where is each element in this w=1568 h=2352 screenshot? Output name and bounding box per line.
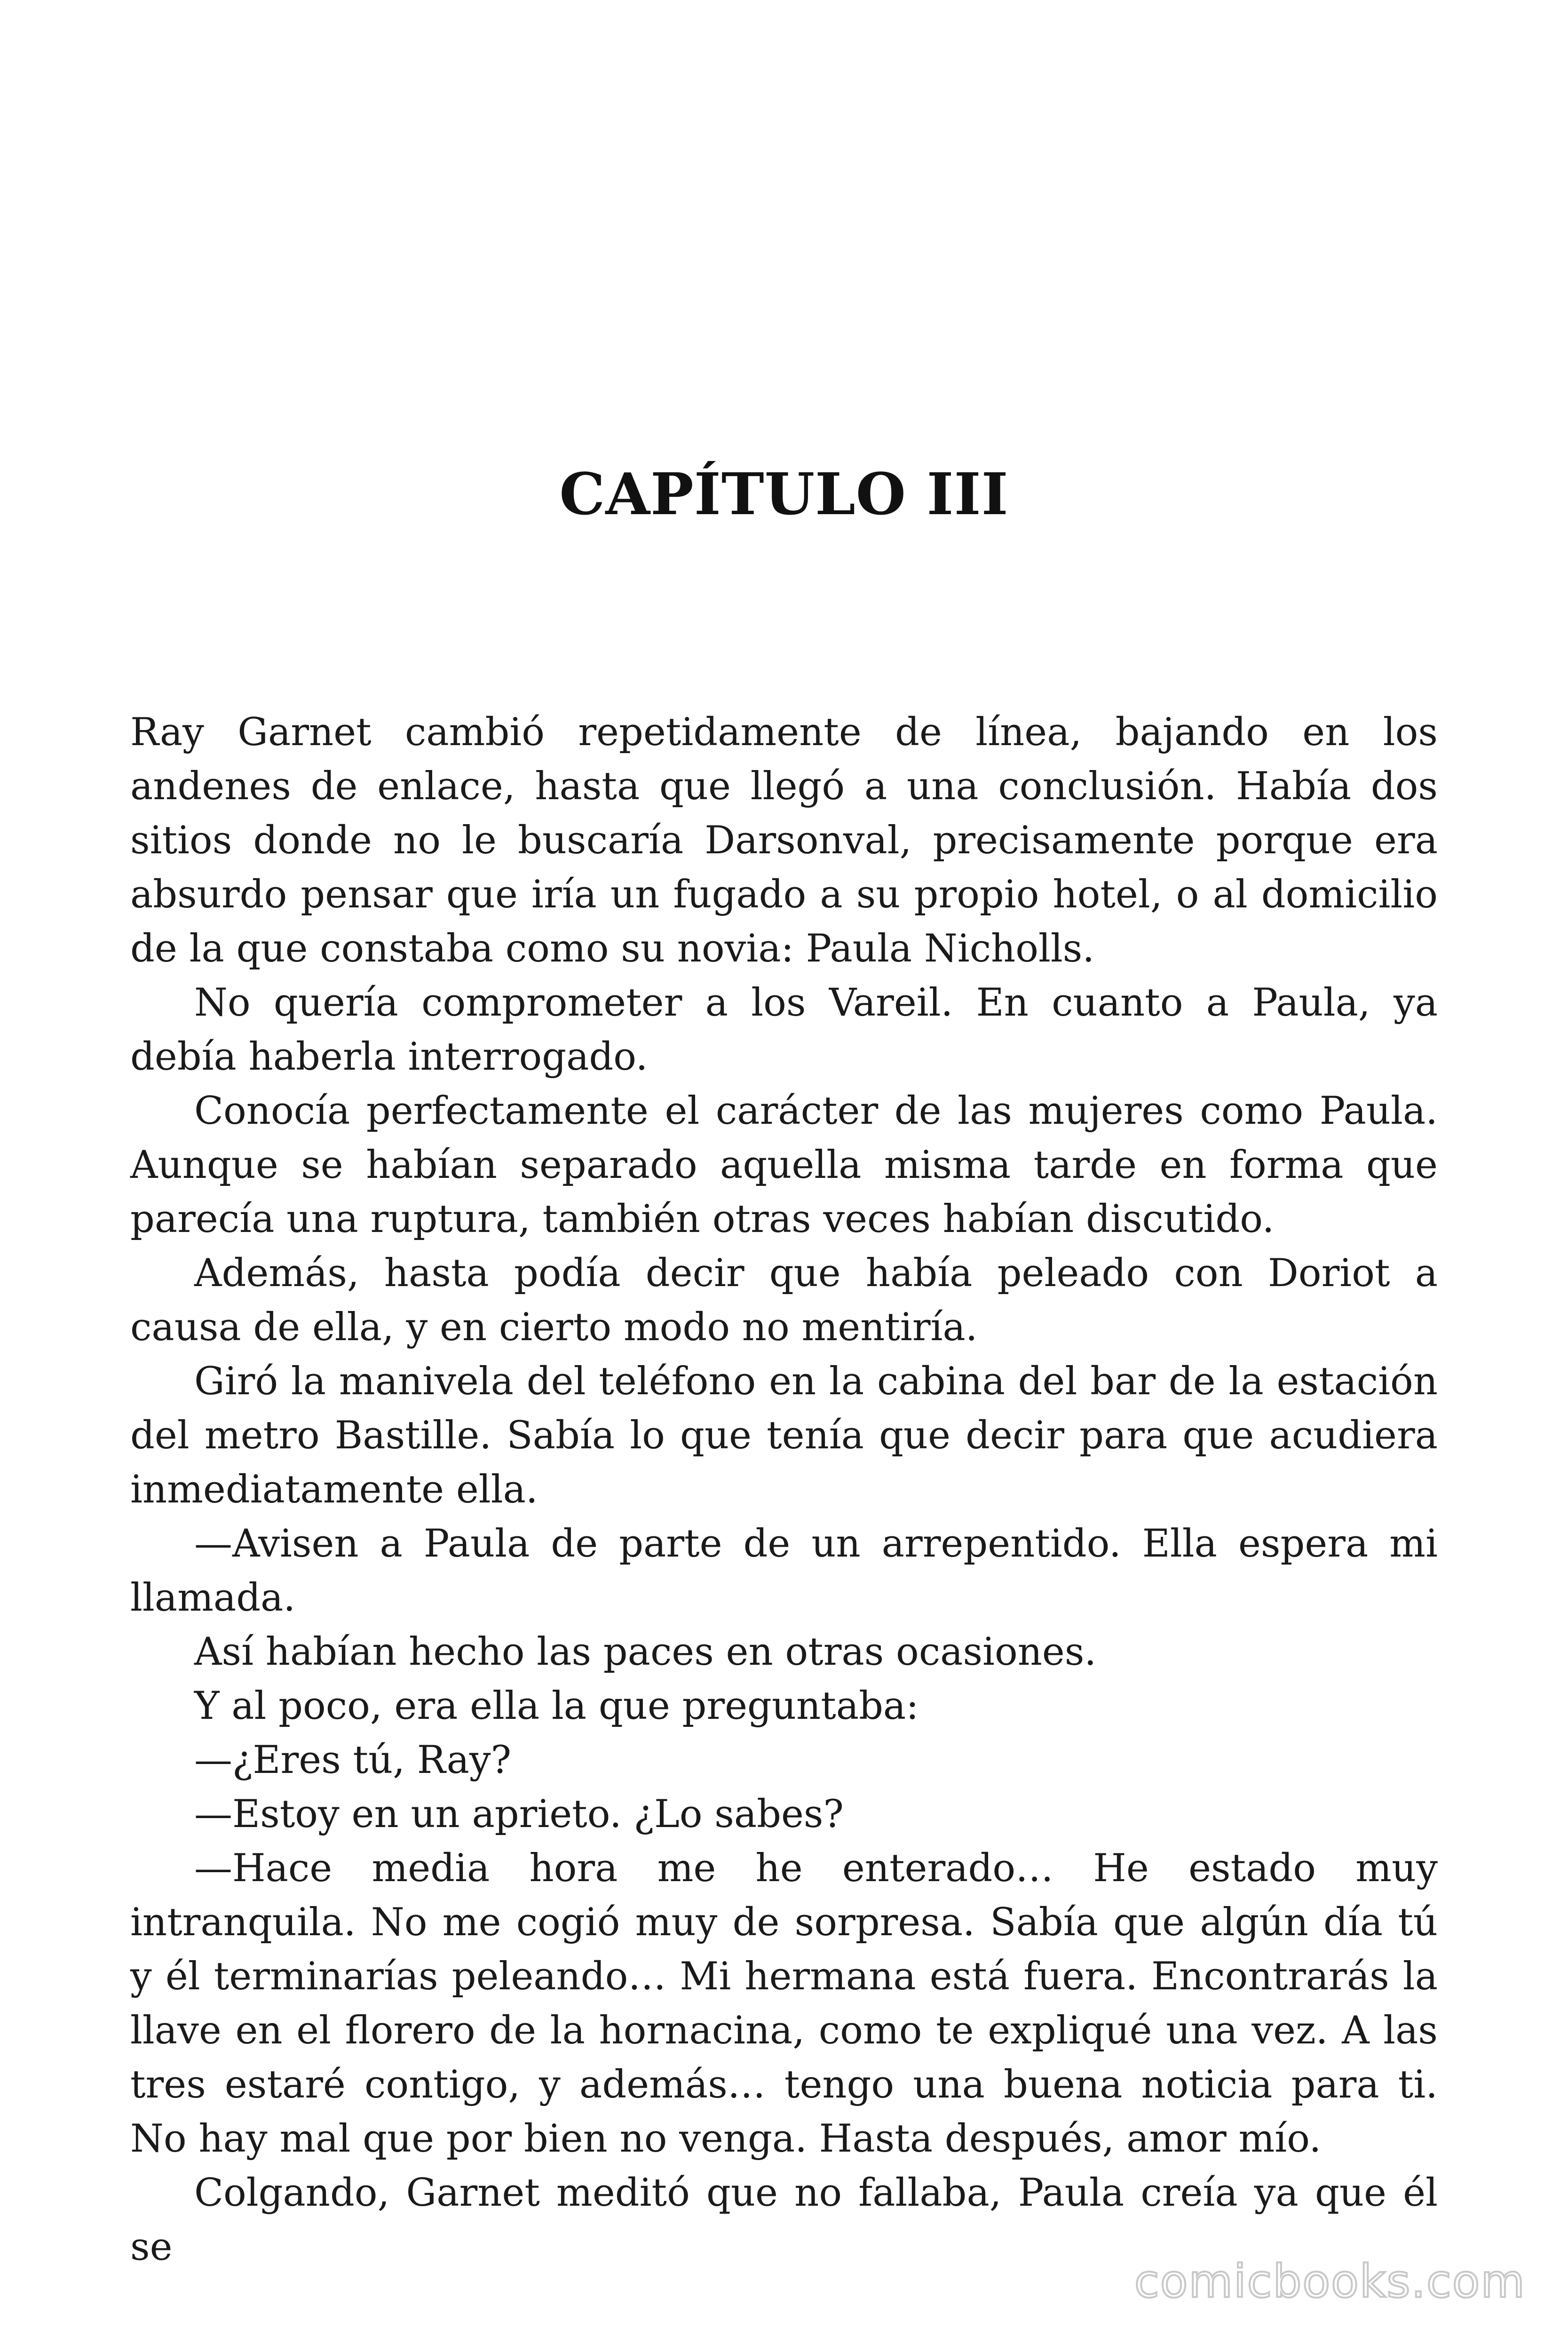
paragraph-4: Además, hasta podía decir que había peleado con Doriot a causa de ella, y en cierto modo no mentiría. (130, 1251, 1438, 1350)
paragraph-10: —Estoy en un aprieto. ¿Lo sabes? (194, 1792, 844, 1836)
paragraph-12: Colgando, Garnet meditó que no fallaba, Paula creía ya que él se (130, 2171, 1438, 2269)
paragraph-3: Conocía perfectamente el carácter de las mujeres como Paula. Aunque se habían separado aquella misma tarde en forma que parecía una ruptura, también otras veces habían discutido. (130, 1089, 1438, 1241)
paragraph-7: Así habían hecho las paces en otras ocasiones. (194, 1630, 1097, 1674)
paragraph-2: No quería comprometer a los Vareil. En cuanto a Paula, ya debía haberla interrogado. (130, 981, 1438, 1079)
body-text (130, 706, 1438, 2274)
paragraph-11: —Hace media hora me he enterado… He estado muy intranquila. No me cogió muy de sorpresa. Sabía que algún día tú y él terminarías peleando… Mi hermana está fuera. Encontrarás la llave en el florero de la hornacina, como te expliqué una vez. A las tres estaré contigo, y además… tengo una buena noticia para ti. No hay mal que por bien no venga. Hasta después, amor mío. (130, 1846, 1438, 2161)
paragraph-5: Giró la manivela del teléfono en la cabina del bar de la estación del metro Bastille. Sabía lo que tenía que decir para que acudiera inmediatamente ella. (130, 1359, 1438, 1512)
paragraph-6: —Avisen a Paula de parte de un arrepentido. Ella espera mi llamada. (130, 1522, 1438, 1620)
paragraph-9: —¿Eres tú, Ray? (194, 1738, 512, 1782)
paragraph-1: Ray Garnet cambió repetidamente de línea, bajando en los andenes de enlace, hasta que llegó a una conclusión. Había dos sitios donde no le buscaría Darsonval, precisamente porque era absurdo pensar que iría un fugado a su propio hotel, o al domicilio de la que constaba como su novia: Paula Nicholls. (130, 710, 1438, 971)
chapter-title: CAPÍTULO III (559, 460, 1009, 528)
watermark: comicbooks.com (1134, 2255, 1526, 2308)
paragraph-8: Y al poco, era ella la que preguntaba: (194, 1684, 919, 1728)
